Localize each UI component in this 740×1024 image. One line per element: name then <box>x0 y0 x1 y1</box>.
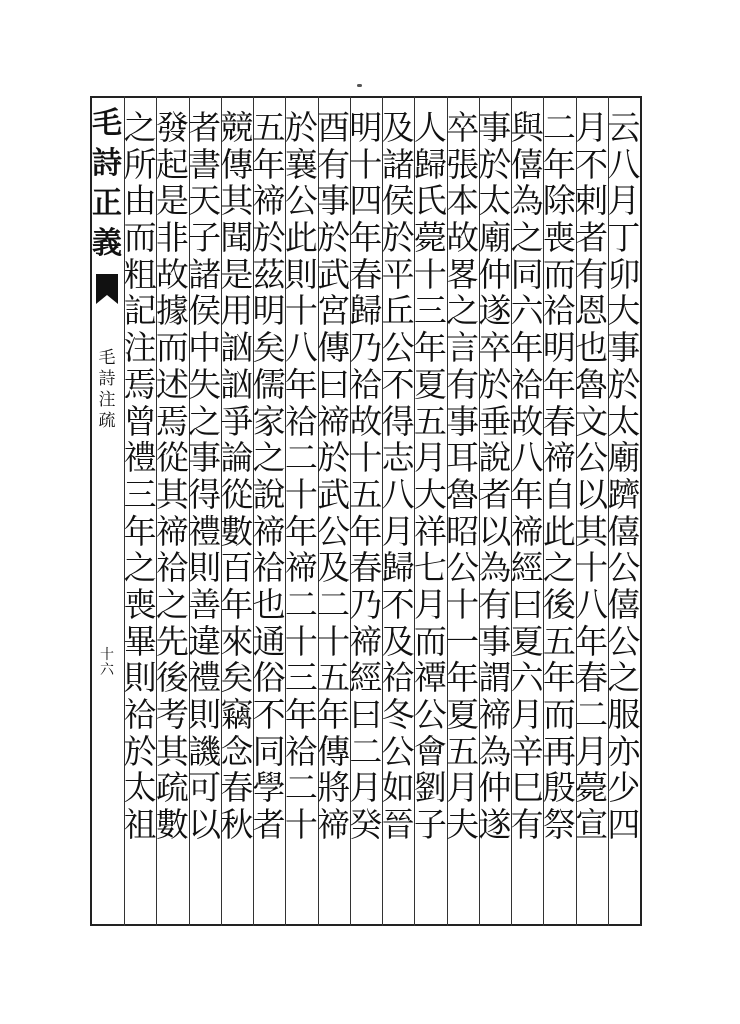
text-column: 者 書 天 子 諸 侯 中 失 之 事 得 禮 則 善 違 禮 則 譏 可 以 <box>188 110 222 845</box>
text-column: 於 襄 公 此 則 十 八 年 祫 二 十 年 禘 二 十 三 年 祫 二 十 <box>284 110 318 845</box>
text-column: 明 十 四 年 春 歸 乃 祫 故 十 五 年 春 乃 禘 經 曰 二 月 癸 <box>349 110 383 845</box>
page-number: 十 六 <box>100 647 114 678</box>
text-column: 人 歸 氏 薨 十 三 年 夏 五 月 大 祥 七 月 而 禫 公 會 劉 子 <box>413 110 447 845</box>
text-column: 酉 有 事 於 武 宮 傳 曰 禘 於 武 公 及 二 十 五 年 傳 將 禘 <box>317 110 351 845</box>
text-column: 云 八 月 丁 卯 大 事 於 太 廟 躋 僖 公 僖 公 之 服 亦 少 四 <box>607 110 641 845</box>
text-column: 月 不 剌 者 有 恩 也 魯 文 公 以 其 十 八 年 春 二 月 薨 宣 <box>575 110 609 845</box>
text-column: 卒 張 本 故 畧 之 言 有 事 耳 魯 昭 公 十 一 年 夏 五 月 夫 <box>446 110 480 845</box>
chapter-title: 毛 詩 注 疏 <box>98 348 116 431</box>
text-column: 二 年 除 喪 而 祫 明 年 春 禘 自 此 之 後 五 年 而 再 殷 祭 <box>542 110 576 845</box>
text-column: 五 年 禘 於 茲 明 矣 儒 家 之 說 禘 祫 也 通 俗 不 同 學 者 <box>252 110 286 845</box>
text-column: 發 起 是 非 故 據 而 述 焉 從 其 禘 祫 之 先 後 考 其 疏 數 <box>155 110 189 845</box>
ink-speck <box>357 84 362 87</box>
text-column: 與 僖 為 之 同 六 年 祫 故 八 年 禘 經 曰 夏 六 月 辛 巳 有 <box>510 110 544 845</box>
text-column: 之 所 由 而 粗 記 注 焉 曾 禮 三 年 之 喪 畢 則 祫 於 太 祖 <box>123 110 157 845</box>
text-column: 及 諸 侯 於 平 丘 公 不 得 志 八 月 歸 不 及 祫 冬 公 如 晉 <box>381 110 415 845</box>
text-column: 事 於 太 廟 仲 遂 卒 於 垂 說 者 以 為 有 事 謂 禘 為 仲 遂 <box>478 110 512 845</box>
book-title: 毛 詩 正 義 <box>92 106 122 261</box>
text-column: 競 傳 其 聞 是 用 訩 訩 爭 論 從 數 百 年 來 矣 竊 念 春 秋 <box>220 110 254 845</box>
